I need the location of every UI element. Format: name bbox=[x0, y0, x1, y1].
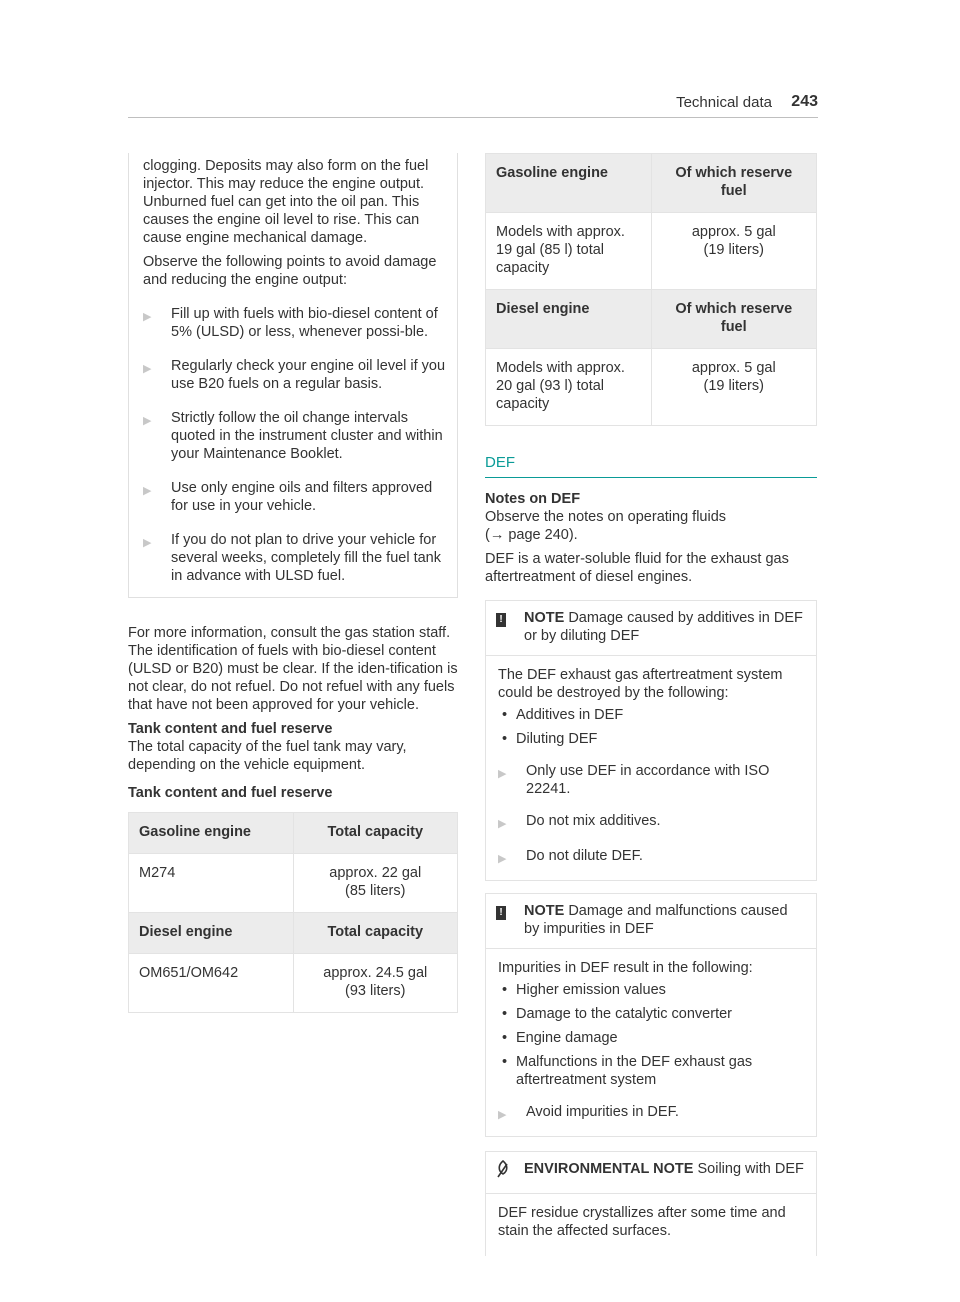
table-header-cell: Gasoline engine bbox=[129, 813, 294, 854]
table-heading: Tank content and fuel reserve bbox=[128, 785, 333, 801]
right-column bbox=[485, 153, 817, 1256]
environmental-note-box bbox=[485, 1151, 817, 1256]
list-item: • Higher emission values bbox=[498, 981, 806, 999]
table-cell: Models with approx. 20 gal (93 l) total capacity bbox=[486, 349, 652, 426]
note-body bbox=[486, 656, 816, 880]
arrow-right-icon: ▶ bbox=[498, 818, 507, 830]
arrow-right-icon: ▶ bbox=[143, 311, 152, 323]
instruction-item: ▶ Use only engine oils and filters approved for use in your vehicle. bbox=[143, 480, 433, 514]
warning-icon: ! bbox=[496, 613, 506, 627]
page-number: 243 bbox=[791, 93, 818, 110]
note-title: Damage caused by additives in DEF or by diluting DEF bbox=[524, 610, 803, 644]
note-header bbox=[486, 894, 816, 949]
note-label: ENVIRONMENTAL NOTE bbox=[524, 1161, 694, 1177]
instruction-item: ▶ If you do not plan to drive your vehicle for several weeks, completely fill the fuel tank in advance with ULSD fuel. bbox=[143, 532, 441, 584]
list-item: • Malfunctions in the DEF exhaust gas aftertreatment system bbox=[498, 1053, 806, 1089]
arrow-right-icon: ▶ bbox=[143, 415, 152, 427]
note-header bbox=[486, 601, 816, 656]
table-header-cell: Diesel engine bbox=[486, 290, 652, 349]
bullet-list bbox=[498, 981, 806, 1089]
bullet-list bbox=[498, 706, 806, 748]
instruction-item: ▶ Avoid impurities in DEF. bbox=[498, 1103, 806, 1124]
note-header bbox=[486, 1152, 816, 1194]
box-paragraph: clogging. Deposits may also form on the fuel injector. This may reduce the engine output. Unburned fuel can get into the oil pan. This causes the engine oil level to rise. This can cause engine mechanical damage. bbox=[143, 158, 429, 246]
table-cell: Models with approx. 19 gal (85 l) total capacity bbox=[486, 213, 652, 290]
instruction-item: ▶ Only use DEF in accordance with ISO 22241. bbox=[498, 763, 770, 797]
list-item: • Diluting DEF bbox=[498, 730, 806, 748]
notes-text: Observe the notes on operating fluids bbox=[485, 509, 727, 525]
note-title: Damage and malfunctions caused by impurities in DEF bbox=[524, 903, 788, 937]
note-label: NOTE bbox=[524, 903, 565, 919]
instruction-item: ▶ Fill up with fuels with bio-diesel content of 5% (ULSD) or less, whenever possi-ble. bbox=[143, 306, 438, 340]
list-item: • Damage to the catalytic converter bbox=[498, 1005, 806, 1023]
tank-text: The total capacity of the fuel tank may vary, depending on the vehicle equipment. bbox=[128, 739, 407, 773]
note-body bbox=[486, 949, 816, 1136]
table-header-cell: Of which reserve fuel bbox=[651, 154, 817, 213]
notes-heading: Notes on DEF bbox=[485, 491, 581, 507]
bio-diesel-box bbox=[128, 153, 458, 598]
reserve-table bbox=[485, 153, 817, 426]
table-header-cell: Gasoline engine bbox=[486, 154, 652, 213]
note-body bbox=[486, 1194, 816, 1256]
table-header-cell: Total capacity bbox=[293, 913, 458, 954]
table-header-cell: Total capacity bbox=[293, 813, 458, 854]
header-rule bbox=[128, 117, 818, 118]
box-paragraph: Observe the following points to avoid damage and reducing the engine output: bbox=[143, 254, 437, 288]
table-header-cell: Of which reserve fuel bbox=[651, 290, 817, 349]
note-intro: Impurities in DEF result in the following: bbox=[498, 960, 753, 976]
arrow-right-icon: ▶ bbox=[143, 485, 152, 497]
table-cell: approx. 22 gal (85 liters) bbox=[293, 854, 458, 913]
arrow-right-icon: ▶ bbox=[143, 537, 152, 549]
note-title: Soiling with DEF bbox=[697, 1161, 804, 1177]
table-cell: approx. 5 gal (19 liters) bbox=[651, 213, 817, 290]
note-box bbox=[485, 893, 817, 1137]
arrow-right-icon: ▶ bbox=[498, 1109, 507, 1121]
left-column bbox=[128, 153, 458, 1013]
table-cell: approx. 5 gal (19 liters) bbox=[651, 349, 817, 426]
note-box bbox=[485, 600, 817, 881]
instruction-item: ▶ Strictly follow the oil change intervals quoted in the instrument cluster and within your Maintenance Booklet. bbox=[143, 410, 443, 462]
arrow-right-icon: ▶ bbox=[498, 768, 507, 780]
arrow-right-icon: ▶ bbox=[498, 853, 507, 865]
note-label: NOTE bbox=[524, 610, 565, 626]
table-cell: approx. 24.5 gal (93 liters) bbox=[293, 954, 458, 1013]
list-item: • Engine damage bbox=[498, 1029, 806, 1047]
tank-heading: Tank content and fuel reserve bbox=[128, 721, 333, 737]
instruction-item: ▶ Do not mix additives. bbox=[498, 812, 806, 833]
arrow-right-icon: ▶ bbox=[143, 363, 152, 375]
instruction-item: ▶ Regularly check your engine oil level if you use B20 fuels on a regular basis. bbox=[143, 358, 446, 392]
leaf-icon bbox=[496, 1160, 510, 1178]
section-title: Technical data bbox=[676, 94, 772, 111]
more-info-paragraph: For more information, consult the gas station staff. The identification of fuels with bio-diesel content (ULSD or B20) must be clear. If the iden-tification is not clear, do not refuel. Do not refuel with any fuels that have not been approved for your vehicle. bbox=[128, 625, 458, 713]
def-section-heading: DEF bbox=[485, 454, 817, 478]
capacity-table bbox=[128, 812, 458, 1013]
instruction-item: ▶ Do not dilute DEF. bbox=[498, 847, 806, 868]
notes-text: DEF is a water-soluble fluid for the exhaust gas aftertreatment of diesel engines. bbox=[485, 551, 789, 585]
list-item: • Additives in DEF bbox=[498, 706, 806, 724]
note-text: DEF residue crystallizes after some time and stain the affected surfaces. bbox=[498, 1205, 786, 1239]
table-header-cell: Diesel engine bbox=[129, 913, 294, 954]
table-cell: M274 bbox=[129, 854, 294, 913]
table-cell: OM651/OM642 bbox=[129, 954, 294, 1013]
note-intro: The DEF exhaust gas aftertreatment system could be destroyed by the following: bbox=[498, 667, 783, 701]
warning-icon: ! bbox=[496, 906, 506, 920]
page-reference-link[interactable]: (→ page 240). bbox=[485, 527, 578, 543]
